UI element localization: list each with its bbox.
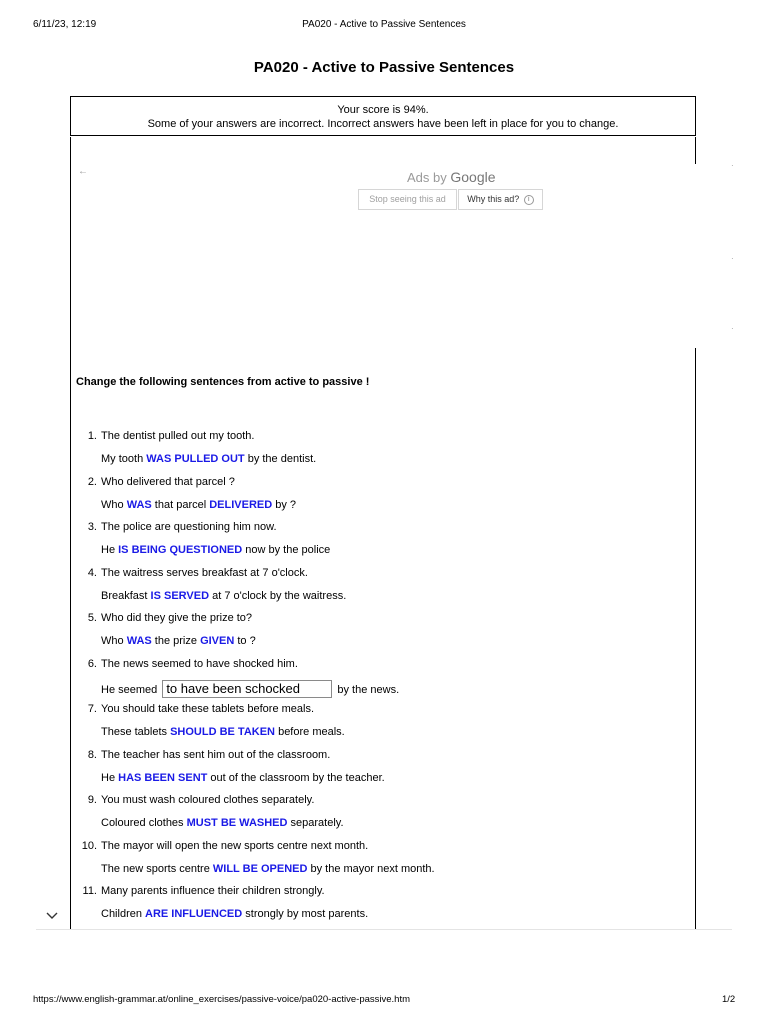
active-sentence: The dentist pulled out my tooth. (101, 430, 255, 442)
exercise-item (76, 521, 676, 567)
answer-suffix: before meals. (275, 726, 345, 738)
answer-suffix: to ? (234, 635, 256, 647)
active-sentence: The waitress serves breakfast at 7 o'clock. (101, 566, 308, 579)
correct-answer: SHOULD BE TAKEN (170, 726, 276, 738)
answer-prefix: Children (101, 908, 146, 920)
answer-suffix: by the news. (334, 683, 400, 696)
active-sentence: The mayor will open the new sports centre next month. (101, 839, 369, 852)
correct-answer: WAS (126, 498, 152, 511)
answer-prefix: Breakfast (101, 589, 151, 602)
exercise-item (76, 703, 676, 749)
exercise-number: 5. (87, 612, 97, 624)
answer-prefix: My tooth (101, 453, 147, 465)
answer-prefix: He (101, 544, 119, 556)
answer-prefix: He (101, 771, 119, 784)
answer-prefix: He seemed (101, 683, 161, 696)
print-date: 6/11/23, 12:19 (33, 19, 97, 30)
answer-prefix: Who (101, 498, 127, 511)
correct-answer: IS SERVED (150, 589, 210, 602)
active-sentence: You must wash coloured clothes separately. (101, 794, 315, 806)
answer-input[interactable]: to have been schocked (162, 680, 332, 698)
active-sentence: The teacher has sent him out of the classroom. (101, 748, 331, 761)
exercise-item (76, 840, 676, 886)
correct-answer: GIVEN (200, 635, 235, 647)
answer-suffix: separately. (287, 817, 344, 829)
answer-middle: that parcel (151, 498, 210, 511)
exercise-list (76, 430, 676, 931)
why-this-ad-button[interactable] (458, 189, 543, 210)
correct-answer: DELIVERED (209, 498, 273, 511)
correct-answer: WAS PULLED OUT (146, 453, 245, 465)
why-this-ad-label: Why this ad? (467, 194, 520, 204)
correct-answer: MUST BE WASHED (186, 817, 288, 829)
passive-answer-line (101, 544, 330, 556)
answer-prefix: These tablets (101, 726, 171, 738)
exercise-number: 4. (87, 566, 97, 579)
correct-answer: ARE INFLUENCED (145, 908, 243, 920)
answer-suffix: by the dentist. (244, 453, 317, 465)
correct-answer: WAS (126, 635, 152, 647)
exercise-item (76, 430, 676, 476)
passive-answer-line (101, 635, 256, 647)
info-icon: i (524, 195, 534, 205)
score-box (70, 96, 696, 136)
exercise-number: 9. (87, 794, 97, 806)
stop-seeing-ad-button[interactable]: Stop seeing this ad (358, 189, 457, 210)
exercise-number: 10. (81, 839, 97, 852)
active-sentence: The police are questioning him now. (101, 521, 277, 533)
passive-answer-line (101, 817, 344, 829)
content-border-left (70, 137, 71, 930)
passive-answer-line (101, 726, 345, 738)
footer-url: https://www.english-grammar.at/online_exercises/passive-voice/pa020-active-passive.htm (33, 994, 411, 1005)
exercise-item (76, 658, 676, 704)
answer-prefix: The new sports centre (101, 862, 213, 875)
passive-answer-line (101, 863, 435, 875)
active-sentence: Who delivered that parcel ? (101, 475, 235, 488)
active-sentence: Who did they give the prize to? (101, 612, 253, 624)
answer-suffix: strongly by most parents. (242, 908, 369, 920)
exercise-item (76, 794, 676, 840)
score-feedback: Some of your answers are incorrect. Incorrect answers have been left in place for you to change. (147, 118, 619, 130)
exercise-number: 11. (82, 885, 97, 897)
active-sentence: You should take these tablets before meals. (101, 703, 315, 715)
passive-answer-line (101, 590, 346, 602)
answer-suffix: by ? (272, 498, 297, 511)
exercise-item (76, 612, 676, 658)
passive-answer-line (101, 681, 399, 699)
ad-back-arrow-icon[interactable]: ← (78, 166, 88, 177)
print-header-title: PA020 - Active to Passive Sentences (302, 19, 466, 30)
exercise-item (76, 476, 676, 522)
exercise-item (76, 567, 676, 613)
exercise-number: 1. (87, 430, 97, 442)
instructions: Change the following sentences from active to passive ! (76, 376, 370, 388)
divider (36, 929, 732, 930)
answer-suffix: now by the police (242, 544, 331, 556)
correct-answer: WILL BE OPENED (212, 862, 308, 875)
content-border-right (695, 348, 696, 930)
dot-mark: · (731, 254, 734, 263)
active-sentence: The news seemed to have shocked him. (101, 657, 298, 670)
content-border-right (695, 137, 696, 164)
answer-middle: the prize (151, 635, 201, 647)
correct-answer: HAS BEEN SENT (118, 771, 208, 784)
exercise-number: 6. (87, 657, 97, 670)
dot-mark: · (731, 324, 734, 333)
passive-answer-line (101, 772, 385, 784)
answer-prefix: Who (101, 635, 127, 647)
active-sentence: Many parents influence their children strongly. (101, 885, 325, 897)
passive-answer-line (101, 908, 368, 920)
dot-mark: · (731, 161, 734, 170)
page-number: 1/2 (722, 994, 736, 1005)
exercise-number: 7. (87, 703, 97, 715)
google-brand: Google (450, 169, 496, 185)
ads-by-text: Ads by (407, 170, 451, 185)
answer-suffix: by the mayor next month. (307, 862, 435, 875)
exercise-number: 8. (87, 748, 97, 761)
exercise-item (76, 749, 676, 795)
ads-by-google-label (407, 169, 496, 185)
exercise-item (76, 885, 676, 931)
passive-answer-line (101, 453, 316, 465)
passive-answer-line (101, 499, 296, 511)
exercise-number: 2. (87, 475, 97, 488)
correct-answer: IS BEING QUESTIONED (118, 544, 243, 556)
score-text: Your score is 94%. (337, 104, 429, 116)
exercise-number: 3. (87, 521, 97, 533)
answer-suffix: at 7 o'clock by the waitress. (209, 589, 347, 602)
page-title: PA020 - Active to Passive Sentences (253, 59, 515, 76)
chevron-down-icon[interactable] (46, 911, 58, 921)
answer-prefix: Coloured clothes (101, 817, 187, 829)
answer-suffix: out of the classroom by the teacher. (207, 771, 385, 784)
